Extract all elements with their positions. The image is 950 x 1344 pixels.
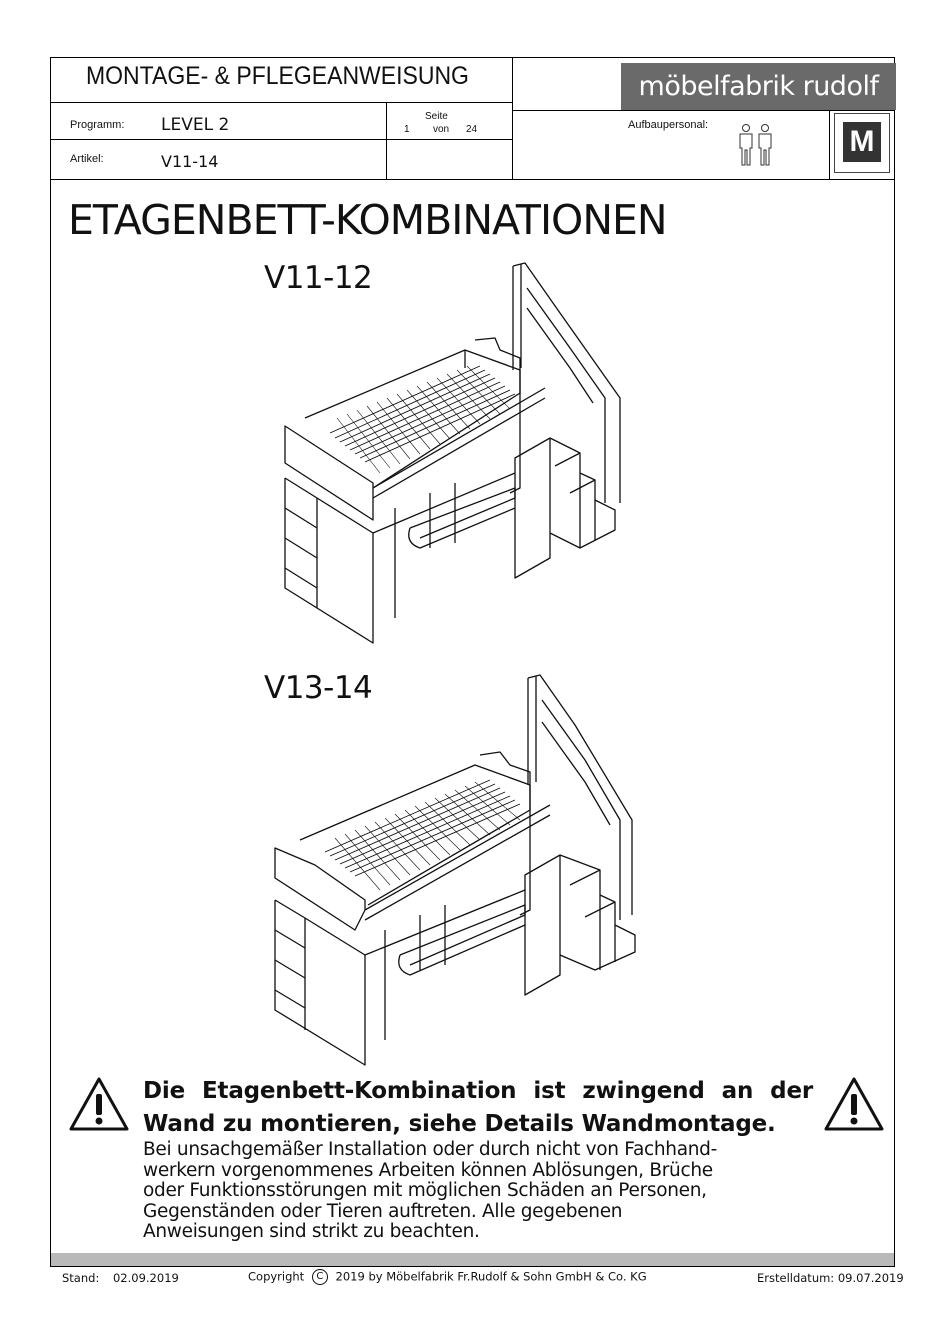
header-divider — [50, 179, 895, 180]
warning-triangle-icon — [823, 1076, 885, 1132]
page-label: Seite — [425, 111, 448, 122]
page-of: von — [433, 124, 450, 135]
program-label: Programm: — [70, 119, 125, 131]
model-label-2: V13-14 — [264, 670, 373, 706]
copyright-text: 2019 by Möbelfabrik Fr.Rudolf & Sohn GmbH & Co. KG — [335, 1269, 647, 1284]
stand-date: 02.09.2019 — [112, 1271, 179, 1285]
page-title: ETAGENBETT-KOMBINATIONEN — [68, 196, 667, 244]
model-label-1: V11-12 — [264, 260, 373, 296]
quality-seal — [834, 113, 890, 173]
created-label: Erstelldatum: — [757, 1271, 835, 1285]
bunk-bed-drawing-2 — [270, 670, 650, 1070]
header-divider — [50, 102, 512, 103]
program-value: LEVEL 2 — [161, 115, 230, 135]
created-date: 09.07.2019 — [837, 1271, 904, 1285]
article-label: Artikel: — [70, 153, 104, 165]
bottom-bar — [51, 1253, 894, 1266]
header-divider — [386, 102, 387, 180]
header-divider — [50, 139, 512, 140]
header-divider — [829, 110, 830, 180]
page-number: 1 — [404, 124, 410, 135]
footer-copyright — [248, 1269, 647, 1285]
stand-label: Stand: — [62, 1271, 100, 1285]
warning-line: Bei unsachgemäßer Installation oder durch nicht von Fachhand- — [143, 1139, 717, 1160]
footer-stand — [62, 1271, 179, 1285]
header-divider — [512, 57, 513, 180]
bunk-bed-drawing-1 — [275, 258, 655, 658]
copyright-label: Copyright — [248, 1269, 305, 1284]
two-persons-icon — [736, 123, 776, 172]
copyright-symbol: C — [312, 1269, 328, 1285]
footer-created — [757, 1271, 904, 1285]
warning-triangle-icon — [68, 1076, 130, 1132]
header-divider — [512, 110, 895, 111]
warning-body — [143, 1140, 803, 1243]
seal-letter: M — [843, 122, 881, 162]
document-type: MONTAGE- & PFLEGEANWEISUNG — [86, 62, 469, 90]
warning-line: Gegenständen oder Tieren auftreten. Alle gegebenen — [143, 1200, 623, 1222]
page-total: 24 — [466, 124, 478, 135]
warning-headline: Die Etagenbett-Kombination ist zwingend an der Wand zu montieren, siehe Details Wandmontage. — [143, 1078, 813, 1137]
assembly-label: Aufbaupersonal: — [628, 119, 709, 131]
article-value: V11-14 — [161, 152, 219, 171]
brand-logo: möbelfabrik rudolf — [621, 63, 896, 110]
warning-line: Anweisungen sind strikt zu beachten. — [143, 1221, 480, 1242]
warning-line: oder Funktionsstörungen mit möglichen Schäden an Personen, — [143, 1180, 707, 1201]
warning-line: werkern vorgenommenes Arbeiten können Ablösungen, Brüche — [143, 1159, 713, 1181]
